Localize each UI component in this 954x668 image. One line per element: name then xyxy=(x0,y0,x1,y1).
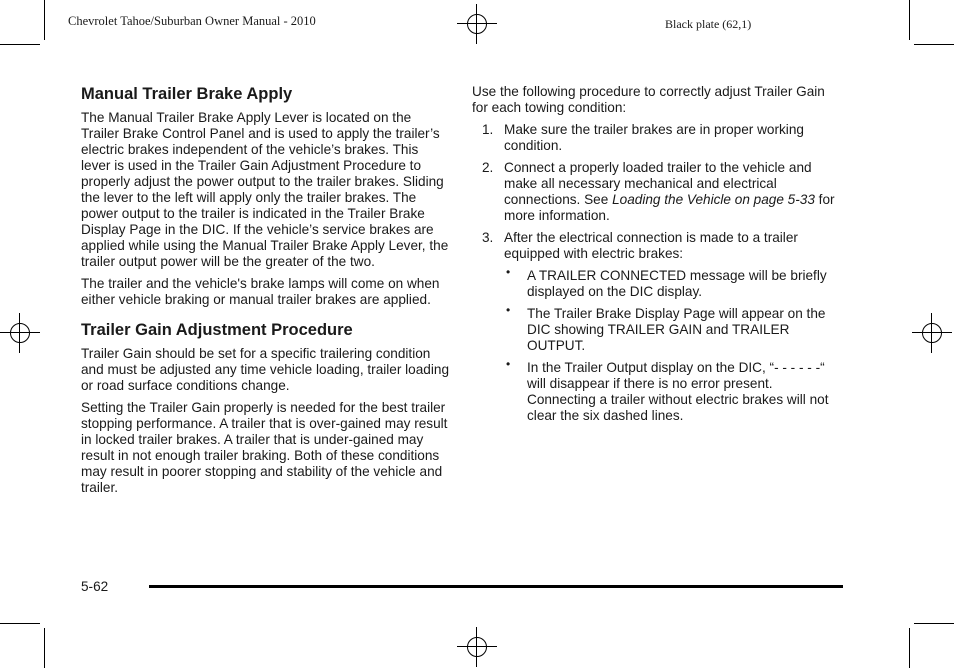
step-number: 1. xyxy=(482,122,494,137)
crop-mark-top-left-v xyxy=(44,0,45,40)
cross-reference-link[interactable]: Loading the Vehicle on page 5‑33 xyxy=(612,192,815,207)
right-column xyxy=(472,84,842,430)
crop-mark-bottom-left-v xyxy=(44,628,45,668)
registration-mark-left xyxy=(0,313,40,353)
registration-mark-top xyxy=(457,4,497,44)
footer-rule xyxy=(149,585,843,588)
registration-mark-bottom xyxy=(457,627,497,667)
step-number: 2. xyxy=(482,160,494,175)
paragraph: Trailer Gain should be set for a specific trailering condition and must be adjusted any time vehicle loading, trailer loading or road surface conditions change. xyxy=(81,346,450,393)
step-text: After the electrical connection is made to a trailer equipped with electric brakes: xyxy=(504,230,798,261)
crop-mark-bottom-right-h xyxy=(914,623,954,624)
crop-mark-top-right-h xyxy=(914,44,954,45)
crop-mark-top-right-v xyxy=(909,0,910,40)
bullet-item: • A TRAILER CONNECTED message will be briefly displayed on the DIC display. xyxy=(506,265,827,299)
step-3-bullets xyxy=(504,265,842,424)
crop-mark-bottom-right-v xyxy=(909,628,910,668)
section-heading-trailer-gain-adjustment: Trailer Gain Adjustment Procedure xyxy=(81,321,353,339)
procedure-step-1 xyxy=(472,122,842,154)
bullet-icon: • xyxy=(506,303,511,317)
bullet-icon: • xyxy=(506,357,511,371)
manual-title: Chevrolet Tahoe/Suburban Owner Manual - 2010 xyxy=(68,14,316,28)
procedure-step-3 xyxy=(472,230,842,424)
paragraph: The Manual Trailer Brake Apply Lever is located on the Trailer Brake Control Panel and is used to apply the trailer’s electric brakes independent of the vehicle’s brakes. This lever is used in the Trailer Gain Adjustment Procedure to properly adjust the power output to the trailer brakes. Sliding the lever to the left will apply only the trailer brakes. The power output to the trailer is indicated in the Trailer Brake Display Page in the DIC. If the vehicle’s service brakes are applied while using the Manual Trailer Brake Apply Lever, the trailer output power will be the greater of the two. xyxy=(81,110,449,269)
page-number: 5-62 xyxy=(81,579,109,594)
paragraph: Setting the Trailer Gain properly is needed for the best trailer stopping performance. A trailer that is over-gained may result in locked trailer brakes. A trailer that is under-gained may result in not enough trailer braking. Both of these conditions may result in poorer stopping and stability of the vehicle and trailer. xyxy=(81,400,448,495)
section-heading-manual-trailer-brake-apply: Manual Trailer Brake Apply xyxy=(81,85,293,103)
paragraph: The trailer and the vehicle's brake lamps will come on when either vehicle braking or manual trailer brakes are applied. xyxy=(81,276,440,307)
bullet-icon: • xyxy=(506,265,511,279)
procedure-steps xyxy=(472,122,842,424)
bullet-item: • The Trailer Brake Display Page will appear on the DIC showing TRAILER GAIN and TRAILER OUTPUT. xyxy=(506,303,826,353)
crop-mark-top-left-h xyxy=(0,44,40,45)
step-number: 3. xyxy=(482,230,494,245)
plate-label: Black plate (62,1) xyxy=(665,17,752,31)
step-text: Connect a properly loaded trailer to the vehicle and make all necessary mechanical and electrical connections. See xyxy=(504,160,812,207)
step-text-after: for more information. xyxy=(504,192,835,223)
procedure-step-2 xyxy=(472,160,842,224)
procedure-intro: Use the following procedure to correctly adjust Trailer Gain for each towing condition: xyxy=(472,84,825,115)
step-text: Make sure the trailer brakes are in proper working condition. xyxy=(504,122,804,153)
registration-mark-right xyxy=(912,313,952,353)
left-column xyxy=(81,84,451,502)
crop-mark-bottom-left-h xyxy=(0,623,40,624)
bullet-item: • In the Trailer Output display on the DIC, “‑ ‑ ‑ ‑ ‑ ‑“ will disappear if there is no error present. Connecting a trailer without electric brakes will not clear the six dashed lines. xyxy=(506,357,829,423)
